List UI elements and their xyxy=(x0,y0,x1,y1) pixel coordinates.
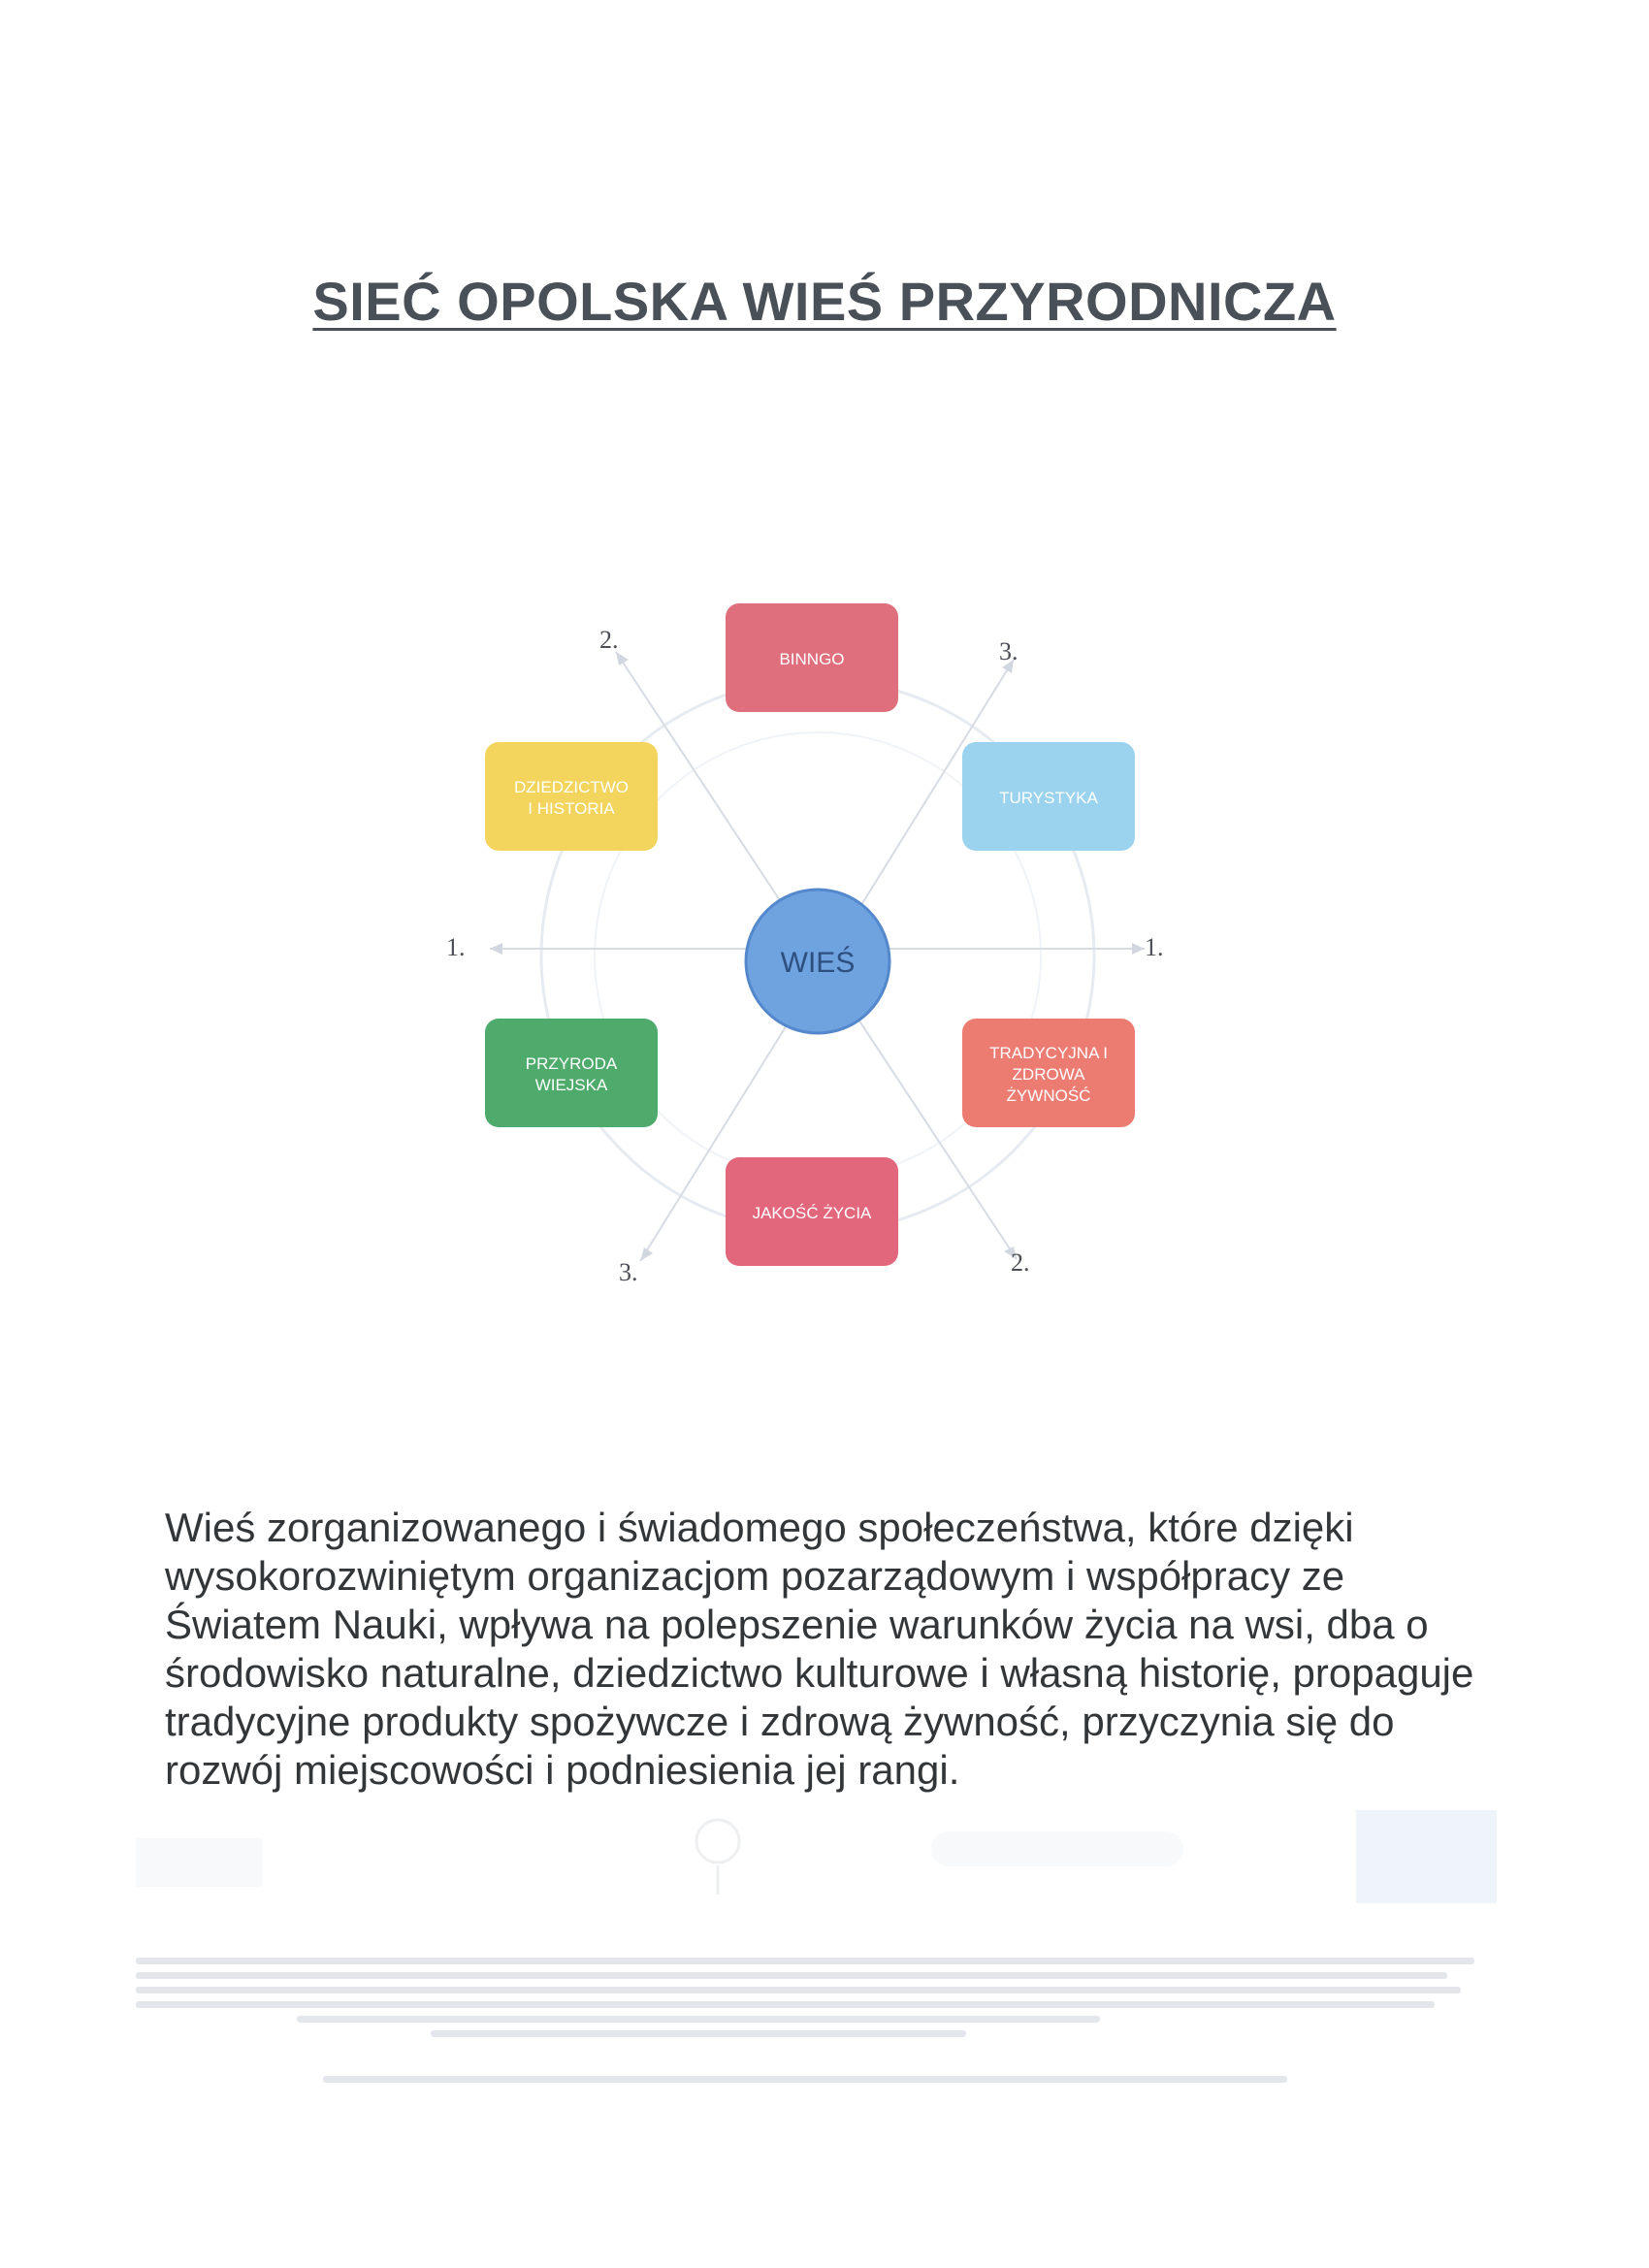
arrow-left-icon xyxy=(490,943,502,955)
axis-number-bottom-left: 3. xyxy=(619,1258,638,1286)
axis-number-bottom-right: 2. xyxy=(1011,1248,1030,1277)
faded-footer xyxy=(136,1950,1474,2090)
node-box xyxy=(485,1019,658,1127)
faded-left-logo xyxy=(136,1838,262,1887)
node-label: TURYSTYKA xyxy=(999,789,1098,807)
arrow-top-left-icon xyxy=(616,652,629,665)
page-title-text: SIEĆ OPOLSKA WIEŚ PRZYRODNICZA xyxy=(312,271,1337,332)
node-tradycyjna xyxy=(962,1019,1135,1127)
footer-line xyxy=(297,2016,1100,2023)
node-label: JAKOŚĆ ŻYCIA xyxy=(752,1204,872,1222)
footer-line xyxy=(136,2001,1435,2008)
faded-partner-logo xyxy=(931,1831,1183,1866)
footer-line xyxy=(136,1972,1447,1979)
footer-line xyxy=(136,1958,1474,1964)
node-label: DZIEDZICTWO xyxy=(513,778,630,796)
footer-line xyxy=(323,2076,1287,2083)
arrow-bottom-left-icon xyxy=(640,1247,653,1261)
node-label: ŻYWNOŚĆ xyxy=(1006,1086,1091,1105)
node-dziedzictwo xyxy=(485,742,658,851)
node-label: BINNGO xyxy=(779,650,845,668)
node-label: I HISTORIA xyxy=(528,799,615,818)
faded-logo-icon xyxy=(679,1812,757,1899)
axis-number-right: 1. xyxy=(1145,933,1164,961)
footer-line xyxy=(431,2030,966,2037)
arrow-right-icon xyxy=(1132,943,1145,955)
node-label: WIEJSKA xyxy=(534,1076,608,1094)
node-box xyxy=(485,742,658,851)
description-paragraph: Wieś zorganizowanego i świadomego społeczeństwa, które dzięki wysokorozwiniętym organizacjom pozarządowym i współpracy ze Światem Nauki, wpływa na polepszenie warunków życia na wsi, dba o środowisko naturalne, dziedzictwo kulturowe i własną historię, propaguje tradycyjne produkty spożywcze i zdrową żywność, przyczynia się do rozwój miejscowości i podniesienia jej rangi. xyxy=(165,1505,1474,1793)
node-label: PRZYRODA xyxy=(525,1054,618,1073)
axis-number-left: 1. xyxy=(446,933,466,961)
node-przyroda xyxy=(485,1019,658,1127)
center-label: WIEŚ xyxy=(780,947,856,979)
node-label: TRADYCYJNA I xyxy=(989,1044,1108,1062)
footer-line xyxy=(136,1987,1461,1993)
axis-number-top-right: 3. xyxy=(999,637,1018,665)
node-label: ZDROWA xyxy=(1012,1065,1085,1084)
axis-number-top-left: 2. xyxy=(599,626,619,654)
node-turystyka xyxy=(962,742,1135,851)
node-binngo xyxy=(726,603,898,712)
faded-eu-flag xyxy=(1356,1810,1497,1903)
node-jakosc-zycia xyxy=(726,1157,898,1266)
